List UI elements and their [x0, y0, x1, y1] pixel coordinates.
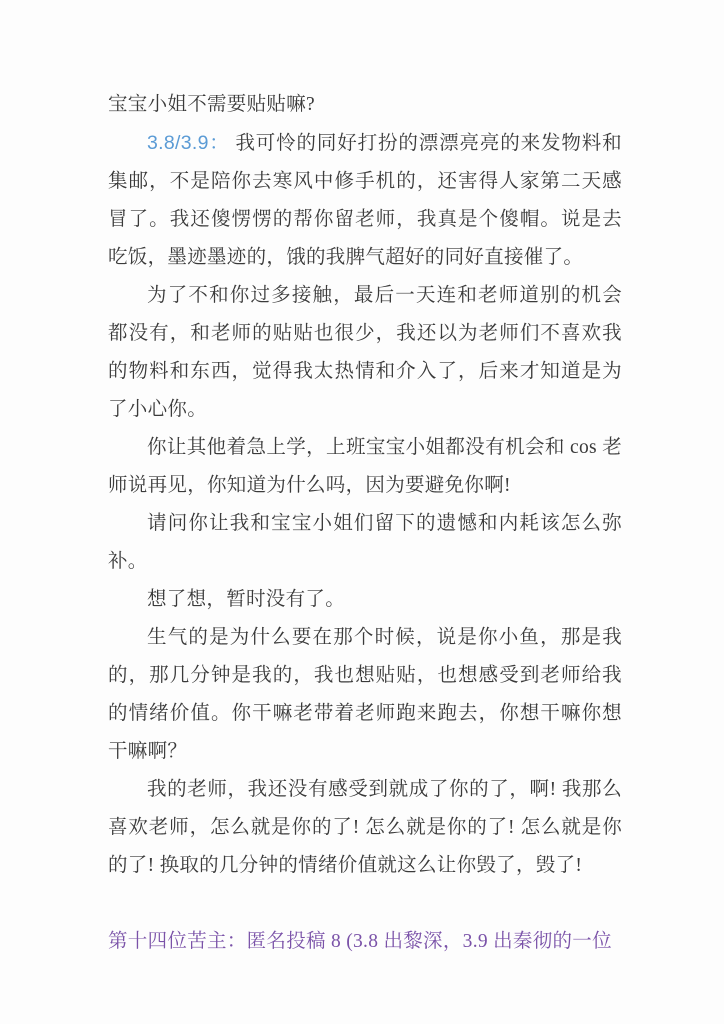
paragraph-text: 为了不和你过多接触，最后一天连和老师道别的机会都没有，和老师的贴贴也很少，我还以为老师们不喜欢我的物料和东西，觉得我太热情和介入了，后来才知道是为了小心你。: [108, 285, 622, 420]
paragraph-continuation: [108, 86, 622, 124]
paragraph-text: 宝宝小姐不需要贴贴嘛?: [108, 94, 315, 115]
paragraph-text: 生气的是为什么要在那个时候，说是你小鱼，那是我的，那几分钟是我的，我也想贴贴，也想感受到老师给我的情绪价值。你干嘛老带着老师跑来跑去，你想干嘛你想干嘛啊？: [108, 627, 622, 762]
paragraph: [108, 619, 622, 771]
paragraph: [108, 771, 622, 885]
next-submitter-heading: [108, 923, 622, 961]
paragraph-text: 我的老师，我还没有感受到就成了你的了，啊! 我那么喜欢老师，怎么就是你的了! 怎么就是你的了! 怎么就是你的了! 换取的几分钟的情绪价值就这么让你毁了，毁了!: [108, 779, 622, 876]
article-text-block: [108, 86, 622, 961]
paragraph-text: 我可怜的同好打扮的漂漂亮亮的来发物料和集邮，不是陪你去寒风中修手机的，还害得人家第二天感冒了。我还傻愣愣的帮你留老师，我真是个傻帽。说是去吃饭，墨迹墨迹的，饿的我脾气超好的同好直接催了。: [108, 133, 622, 268]
paragraph: [108, 505, 622, 581]
paragraph-text: 你让其他着急上学，上班宝宝小姐都没有机会和 cos 老师说再见，你知道为什么吗，因为要避免你啊!: [108, 437, 622, 496]
paragraph-text: 请问你让我和宝宝小姐们留下的遗憾和内耗该怎么弥补。: [108, 513, 622, 572]
paragraph: [108, 429, 622, 505]
paragraph-dated-entry: [108, 124, 622, 277]
paragraph: [108, 277, 622, 429]
paragraph-text: 想了想，暂时没有了。: [147, 589, 346, 610]
date-label: 3.8/3.9：: [147, 132, 230, 154]
next-submitter-text: 第十四位苦主：匿名投稿 8 (3.8 出黎深，3.9 出秦彻的一位: [108, 931, 612, 952]
paragraph: [108, 581, 622, 619]
